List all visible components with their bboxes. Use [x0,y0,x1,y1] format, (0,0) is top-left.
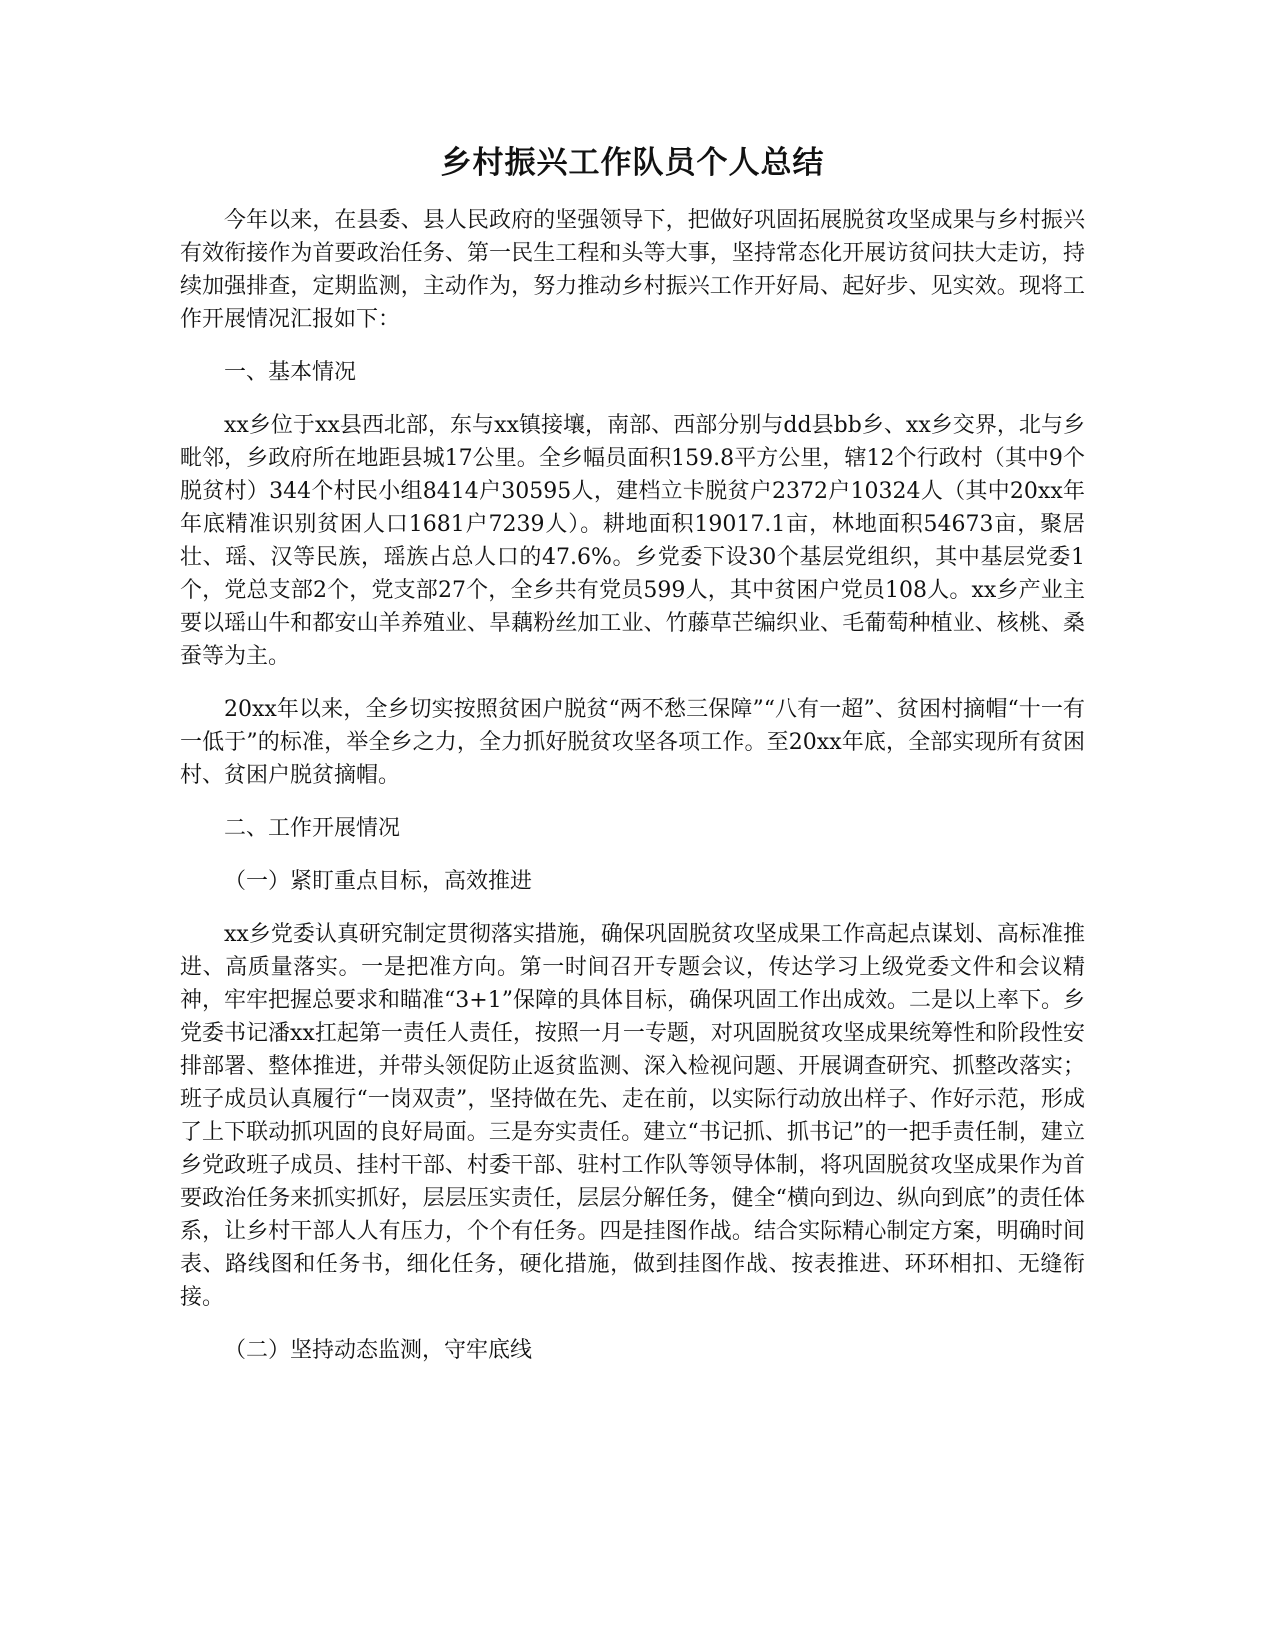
basic-situation-paragraph: xx乡位于xx县西北部，东与xx镇接壤，南部、西部分别与dd县bb乡、xx乡交界，北与乡毗邻，乡政府所在地距县城17公里。全乡幅员面积159.8平方公里，辖12个行政村（其中9个脱贫村）344个村民小组8414户30595人，建档立卡脱贫户2372户10324人（其中20xx年年底精准识别贫困人口1681户7239人）。耕地面积19017.1亩，林地面积54673亩，聚居壮、瑶、汉等民族，瑶族占总人口的47.6%。乡党委下设30个基层党组织，其中基层党委1个，党总支部2个，党支部27个，全乡共有党员599人，其中贫困户党员108人。xx乡产业主要以瑶山牛和都安山羊养殖业、旱藕粉丝加工业、竹藤草芒编织业、毛葡萄种植业、核桃、桑蚕等为主。 [180,413,1085,669]
document-title: 乡村振兴工作队员个人总结 [440,145,825,181]
section-heading-basic-situation: 一、基本情况 [224,360,357,385]
document-page [180,140,1085,1387]
section-heading-work-progress: 二、工作开展情况 [224,816,401,841]
intro-paragraph: 今年以来，在县委、县人民政府的坚强领导下，把做好巩固拓展脱贫攻坚成果与乡村振兴有效衔接作为首要政治任务、第一民生工程和头等大事，坚持常态化开展访贫问扶大走访，持续加强排查，定期监测，主动作为，努力推动乡村振兴工作开好局、起好步、见实效。现将工作开展情况汇报如下： [180,208,1085,332]
subsection-heading-dynamic-monitoring: （二）坚持动态监测，守牢底线 [224,1338,533,1363]
poverty-alleviation-paragraph: 20xx年以来，全乡切实按照贫困户脱贫“两不愁三保障”“八有一超”、贫困村摘帽“十一有一低于”的标准，举全乡之力，全力抓好脱贫攻坚各项工作。至20xx年底，全部实现所有贫困村、贫困户脱贫摘帽。 [180,697,1085,788]
subsection-heading-key-targets: （一）紧盯重点目标，高效推进 [224,869,533,894]
key-targets-paragraph: xx乡党委认真研究制定贯彻落实措施，确保巩固脱贫攻坚成果工作高起点谋划、高标准推进、高质量落实。一是把准方向。第一时间召开专题会议，传达学习上级党委文件和会议精神，牢牢把握总要求和瞄准“3+1”保障的具体目标，确保巩固工作出成效。二是以上率下。乡党委书记潘xx扛起第一责任人责任，按照一月一专题，对巩固脱贫攻坚成果统筹性和阶段性安排部署、整体推进，并带头领促防止返贫监测、深入检视问题、开展调查研究、抓整改落实；班子成员认真履行“一岗双责”，坚持做在先、走在前，以实际行动放出样子、作好示范，形成了上下联动抓巩固的良好局面。三是夯实责任。建立“书记抓、抓书记”的一把手责任制，建立乡党政班子成员、挂村干部、村委干部、驻村工作队等领导体制，将巩固脱贫攻坚成果作为首要政治任务来抓实抓好，层层压实责任，层层分解任务，健全“横向到边、纵向到底”的责任体系，让乡村干部人人有压力，个个有任务。四是挂图作战。结合实际精心制定方案，明确时间表、路线图和任务书，细化任务，硬化措施，做到挂图作战、按表推进、环环相扣、无缝衔接。 [180,922,1085,1310]
